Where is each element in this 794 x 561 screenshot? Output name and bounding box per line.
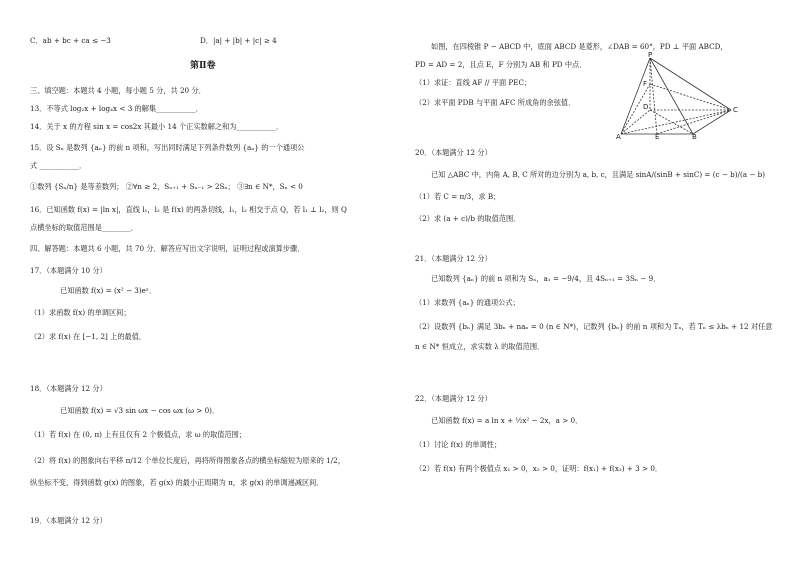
label-a: A: [616, 133, 621, 140]
fill-heading: 三、填空题：本题共 4 小题，每小题 5 分，共 20 分．: [30, 86, 206, 95]
question-22-part2: （2）若 f(x) 有两个极值点 x₁ > 0，x₂ > 0，证明：f(x₁) + f(x₂) + 3 > 0．: [415, 464, 663, 473]
edge-bc: [693, 110, 731, 134]
question-21-part1: （1）求数列 {aₙ} 的通项公式；: [415, 298, 520, 307]
question-21-part2-line2: n ∈ N* 恒成立，求实数 λ 的取值范围．: [415, 342, 545, 351]
pyramid-figure: [615, 52, 765, 140]
option-d: D．|a| + |b| + |c| ≥ 4: [200, 36, 277, 45]
question-17-header: 17．（本题满分 10 分）: [30, 266, 107, 275]
question-13: 13．不等式 log₂x + log₄x < 3 的解集___________．: [30, 104, 203, 113]
question-20-header: 20．（本题满分 12 分）: [415, 148, 492, 157]
question-18-part2-line1: （2）将 f(x) 的图象向右平移 π/12 个单位长度后，再将所得图象各点的横坐标缩短为原来的 1/2，: [30, 456, 345, 465]
question-14: 14．关于 x 的方程 sin x = cos2x 其最小 14 个正实数解之和为___________．: [30, 122, 284, 131]
question-19-part1: （1）求证：直线 AF // 平面 PEC；: [415, 78, 532, 87]
question-18-header: 18．（本题满分 12 分）: [30, 384, 107, 393]
question-21-header: 21．（本题满分 12 分）: [415, 254, 492, 263]
question-19-stem-line1: 如图，在四棱锥 P − ABCD 中，底面 ABCD 是菱形，∠DAB = 60°，PD ⊥ 平面 ABCD，: [431, 42, 728, 51]
label-e: E: [655, 133, 660, 140]
question-21-part2-line1: （2）设数列 {bₙ} 满足 3bₙ + naₙ = 0 (n ∈ N*)，记数列 {bₙ} 的前 n 项和为 Tₙ，若 Tₙ ≤ λbₙ + 12 对任意: [415, 322, 773, 331]
question-17-part2: （2）求 f(x) 在 [−1, 2] 上的最值．: [30, 332, 147, 341]
edge-fc: [650, 84, 731, 110]
question-17-part1: （1）求函数 f(x) 的单调区间；: [30, 308, 131, 317]
question-18-stem: 已知函数 f(x) = √3 sin ωx − cos ωx (ω > 0)．: [60, 406, 220, 415]
question-19-stem-line2: PD = AD = 2，且点 E，F 分别为 AB 和 PD 中点．: [415, 60, 587, 69]
edge-pe: [650, 58, 657, 134]
edge-pc: [650, 58, 731, 110]
option-c: C．ab + bc + ca ≤ −3: [30, 36, 111, 45]
question-20-part1: （1）若 C = π/3，求 B；: [415, 192, 501, 201]
label-b: B: [692, 133, 697, 140]
label-p: P: [648, 52, 653, 59]
solve-heading: 四、解答题：本题共 6 小题，共 70 分．解答应写出文字说明，证明过程或演算步骤．: [30, 244, 305, 253]
question-18-part1: （1）若 f(x) 在 (0, π) 上有且仅有 2 个极值点，求 ω 的取值范围；: [30, 430, 247, 439]
edge-pa: [621, 58, 650, 134]
question-15-conditions: ①数列 {Sₙ/n} 是等差数列； ②∀n ≥ 2，Sₙ₊₁ + Sₙ₋₁ > 2Sₙ； ③∃n ∈ N*，Sₙ < 0: [30, 182, 303, 191]
question-22-header: 22．（本题满分 12 分）: [415, 394, 492, 403]
label-f: F: [643, 80, 648, 88]
label-d: D: [643, 103, 649, 111]
edge-ec: [657, 110, 731, 134]
question-22-stem: 已知函数 f(x) = a ln x + ½x² − 2x，a > 0．: [431, 416, 583, 425]
question-19-header: 19．（本题满分 12 分）: [30, 516, 107, 525]
question-19-part2: （2）求平面 PDB 与平面 AFC 所成角的余弦值．: [415, 98, 576, 107]
edge-pb: [650, 58, 693, 134]
question-16-line1: 16．已知函数 f(x) = |ln x|，直线 l₁，l₂ 是 f(x) 的两条切线，l₁，l₂ 相交于点 Q，若 l₁ ⊥ l₂，则 Q: [30, 205, 347, 214]
question-20-stem: 已知 △ABC 中，内角 A, B, C 所对的边分别为 a, b, c，且满足 sinA/(sinB + sinC) = (c − b)/(a − b): [431, 170, 766, 179]
question-15-line1: 15．设 Sₙ 是数列 {aₙ} 的前 n 项和，写出同时满足下列条件数列 {aₙ} 的一个通项公: [30, 143, 305, 152]
question-18-part2-line2: 纵坐标不变，得到函数 g(x) 的图象，若 g(x) 的最小正周期为 π，求 g(x) 的单调递减区间．: [30, 478, 324, 487]
section-title: 第Ⅱ卷: [190, 61, 216, 71]
label-c: C: [733, 106, 738, 114]
question-22-part1: （1）讨论 f(x) 的单调性；: [415, 440, 502, 449]
question-20-part2: （2）求 (a + c)/b 的取值范围．: [415, 214, 521, 223]
question-17-stem: 已知函数 f(x) = (x² − 3)eˣ．: [60, 286, 157, 295]
question-15-line2: 式 ___________．: [30, 161, 87, 170]
question-21-stem: 已知数列 {aₙ} 的前 n 项和为 Sₙ，a₁ = −9/4，且 4Sₙ₊₁ = 3Sₙ − 9．: [431, 274, 661, 283]
edge-ac: [621, 110, 731, 134]
question-16-line2: 点横坐标的取值范围是________．: [30, 223, 138, 232]
